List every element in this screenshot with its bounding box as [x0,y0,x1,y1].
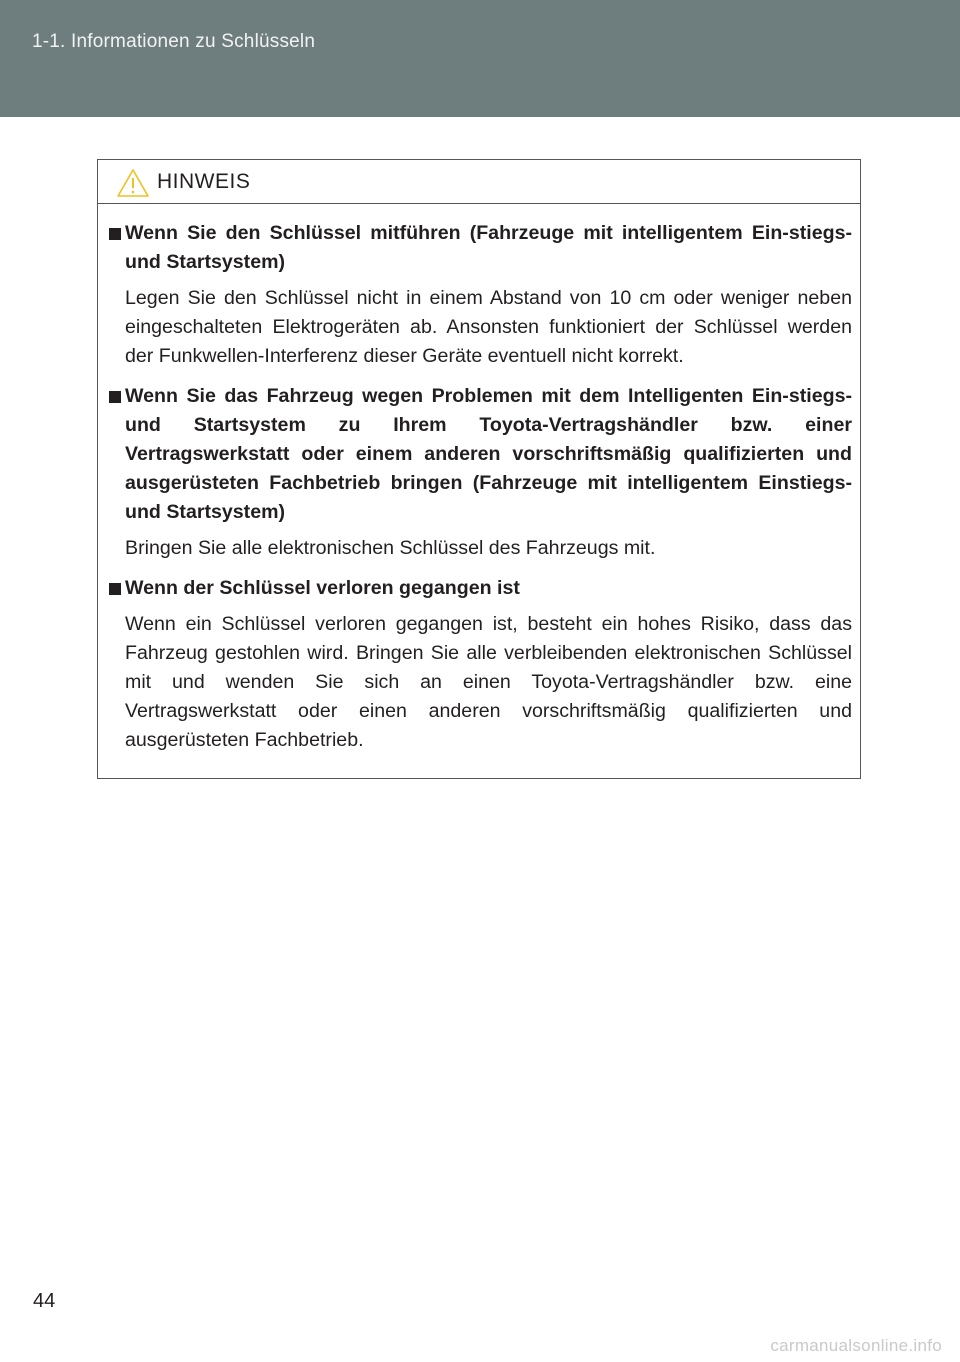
notice-section [106,382,852,563]
square-bullet-icon [109,228,121,240]
notice-heading: HINWEIS [157,170,251,193]
square-bullet-icon [109,391,121,403]
section-text: Wenn ein Schlüssel verloren gegangen ist, besteht ein hohes Risiko, dass das Fahrzeug gestohlen wird. Bringen Sie alle verbleibenden elektronischen Schlüssel mit und wenden Sie sich an einen Toyota-Vertragshändler bzw. eine Vertragswerkstatt oder einen anderen vorschriftsmäßig qualifizierten und ausgerüsteten Fachbetrieb. [125,613,852,751]
section-heading: Wenn der Schlüssel verloren gegangen ist [106,574,852,603]
section-text: Legen Sie den Schlüssel nicht in einem Abstand von 10 cm oder weniger neben eingeschalteten Elektrogeräten ab. Ansonsten funktioniert der Schlüssel werden der Funkwellen-Interferenz dieser Geräte eventuell nicht korrekt. [125,287,852,367]
notice-section [106,574,852,755]
section-text: Bringen Sie alle elektronischen Schlüssel des Fahrzeugs mit. [125,537,656,559]
watermark: carmanualsonline.info [770,1336,942,1355]
section-heading: Wenn Sie das Fahrzeug wegen Problemen mit dem Intelligenten Ein-stiegs- und Startsystem zu Ihrem Toyota-Vertragshändler bzw. einer Vertragswerkstatt oder einem anderen vorschriftsmäßig qualifizierten und ausgerüsteten Fachbetrieb bringen (Fahrzeuge mit intelligentem Einstiegs- und Startsystem) [106,382,852,527]
warning-triangle-icon [116,168,150,198]
notice-section [106,219,852,371]
section-title: 1-1. Informationen zu Schlüsseln [32,31,316,52]
header-bar [0,0,960,117]
square-bullet-icon [109,583,121,595]
notice-header [98,160,860,204]
notice-box [97,159,861,779]
section-heading: Wenn Sie den Schlüssel mitführen (Fahrzeuge mit intelligentem Ein-stiegs- und Startsystem) [106,219,852,277]
notice-body [98,204,860,755]
page-number: 44 [33,1290,56,1312]
